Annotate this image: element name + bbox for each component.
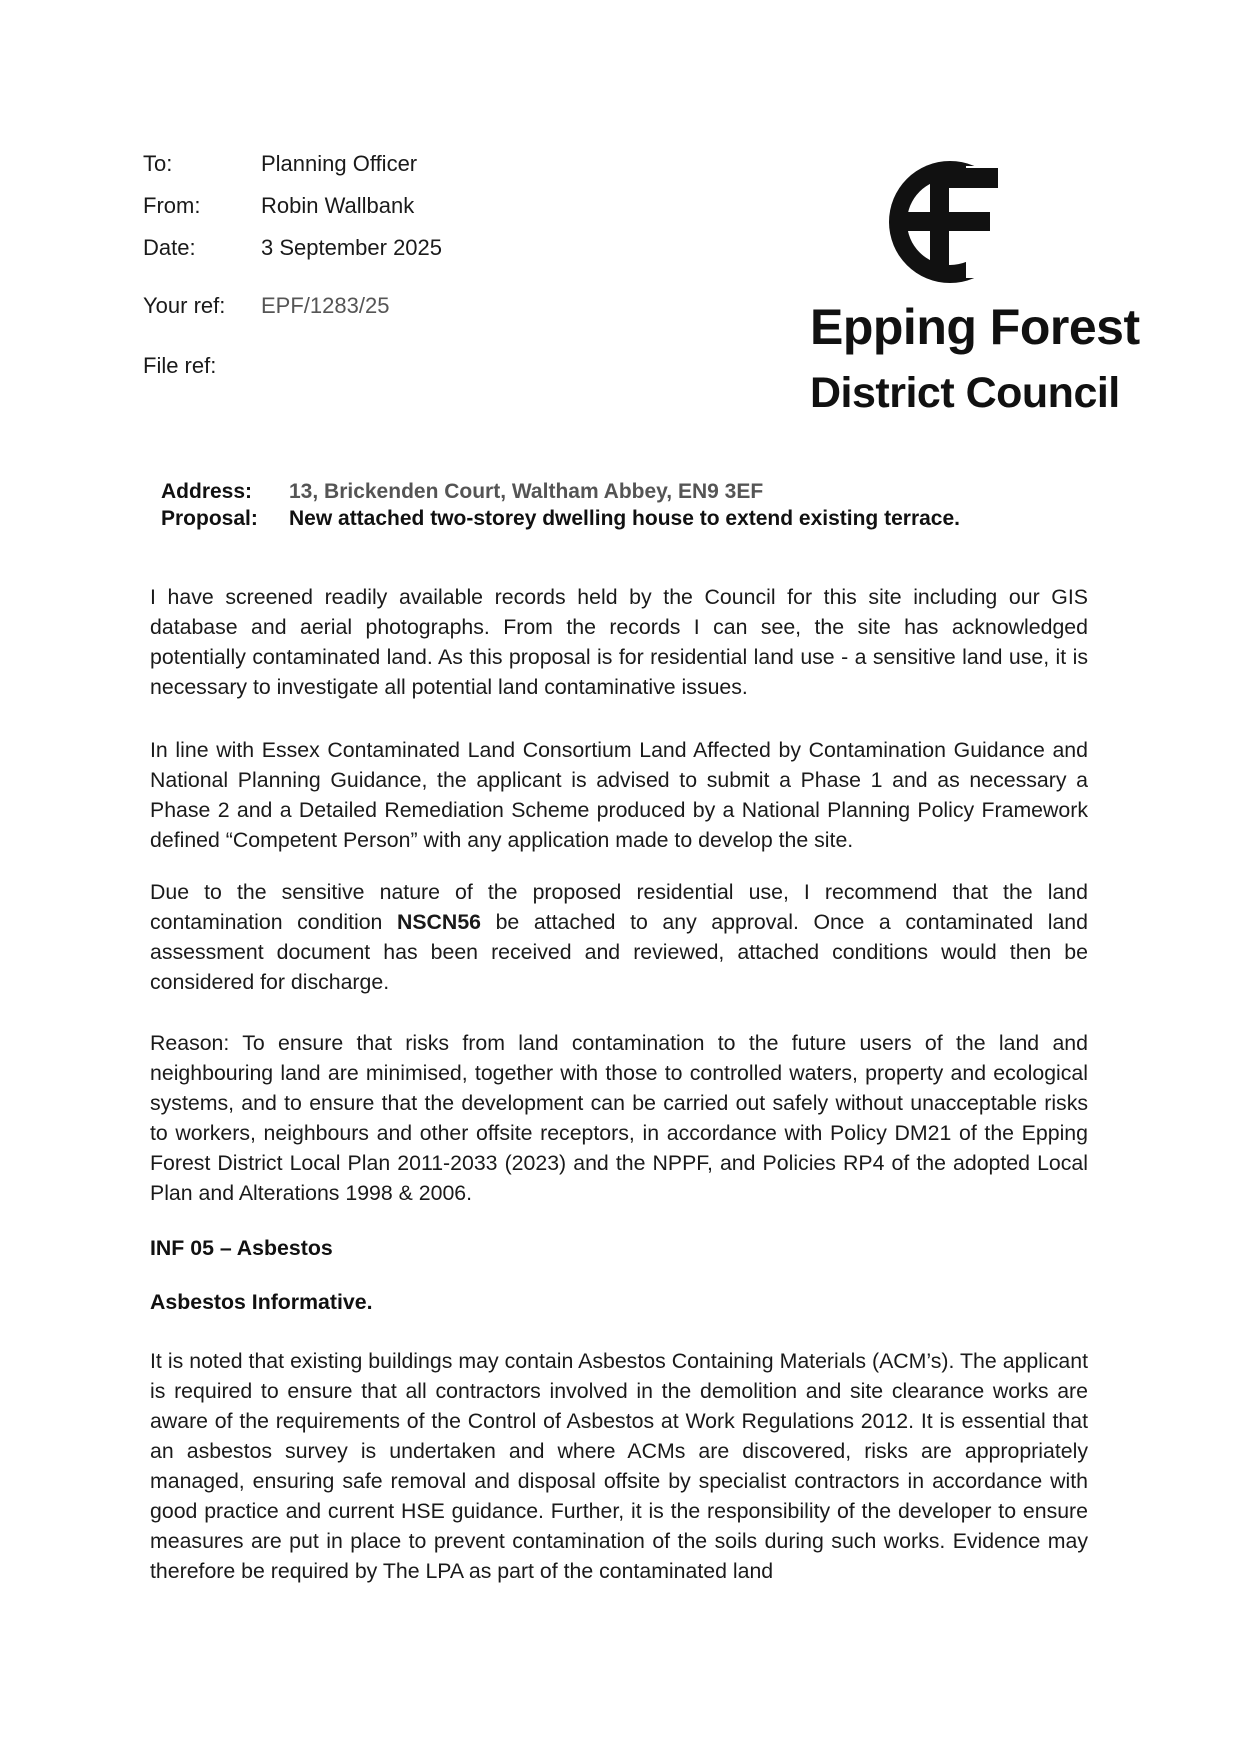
heading-asbestos-informative: Asbestos Informative. — [150, 1290, 373, 1314]
date-label: Date: — [143, 235, 196, 260]
heading-inf05: INF 05 – Asbestos — [150, 1236, 333, 1260]
proposal-value: New attached two-storey dwelling house to extend existing terrace. — [289, 507, 960, 530]
recommendation-text-start: Due to the sensitive nature of the proposed residential use, I recommend that the land contamination condition — [150, 880, 1088, 934]
paragraph-guidance: In line with Essex Contaminated Land Consortium Land Affected by Contamination Guidance and National Planning Guidance, the applicant is advised to submit a Phase 1 and as necessary a Phase 2 and a Detailed Remediation Scheme produced by a National Planning Policy Framework defined “Competent Person” with any application made to develop the site. — [150, 738, 1088, 852]
paragraph-asbestos: It is noted that existing buildings may contain Asbestos Containing Materials (ACM’s). The applicant is required to ensure that all contractors involved in the demolition and site clearance works are aware of the requirements of the Control of Asbestos at Work Regulations 2012. It is essential that an asbestos survey is undertaken and where ACMs are discovered, risks are appropriately managed, ensuring safe removal and disposal offsite by specialist contractors in accordance with good practice and current HSE guidance. Further, it is the responsibility of the developer to ensure measures are put in place to prevent contamination of the soils during such works. Evidence may therefore be required by The LPA as part of the contaminated land — [150, 1349, 1088, 1583]
to-label: To: — [143, 151, 173, 176]
paragraph-reason: Reason: To ensure that risks from land contamination to the future users of the land and neighbouring land are minimised, together with those to controlled waters, property and ecological systems, and to ensure that the development can be carried out safely without unacceptable risks to workers, neighbours and other offsite receptors, in accordance with Policy DM21 of the Epping Forest District Local Plan 2011-2033 (2023) and the NPPF, and Policies RP4 of the adopted Local Plan and Alterations 1998 & 2006. — [150, 1031, 1088, 1205]
your-ref-value: EPF/1283/25 — [261, 293, 390, 318]
council-logo — [810, 146, 1160, 426]
condition-code: NSCN56 — [396, 910, 482, 934]
address-value: 13, Brickenden Court, Waltham Abbey, EN9 3EF — [289, 480, 764, 503]
from-label: From: — [143, 193, 201, 218]
proposal-row — [161, 507, 960, 531]
ef-logo-icon — [888, 146, 1010, 298]
to-value: Planning Officer — [261, 151, 418, 176]
address-row — [161, 480, 763, 504]
paragraph-screening: I have screened readily available records held by the Council for this site including our GIS database and aerial photographs. From the records I can see, the site has acknowledged potentially contaminated land. As this proposal is for residential land use - a sensitive land use, it is necessary to investigate all potential land contaminative issues. — [150, 585, 1088, 699]
paragraph-recommendation — [150, 877, 1088, 997]
recommendation-text-end: be attached to any approval. Once a contaminated land assessment document has been received and reviewed, attached conditions would then be considered for discharge. — [150, 910, 1088, 994]
address-label: Address: — [161, 480, 253, 503]
logo-text-line1: Epping Forest — [810, 299, 1140, 355]
your-ref-label: Your ref: — [143, 293, 226, 318]
date-value: 3 September 2025 — [261, 235, 443, 260]
proposal-label: Proposal: — [161, 507, 258, 530]
from-value: Robin Wallbank — [261, 193, 415, 218]
file-ref-label: File ref: — [143, 353, 217, 378]
logo-text-line2: District Council — [810, 369, 1120, 417]
